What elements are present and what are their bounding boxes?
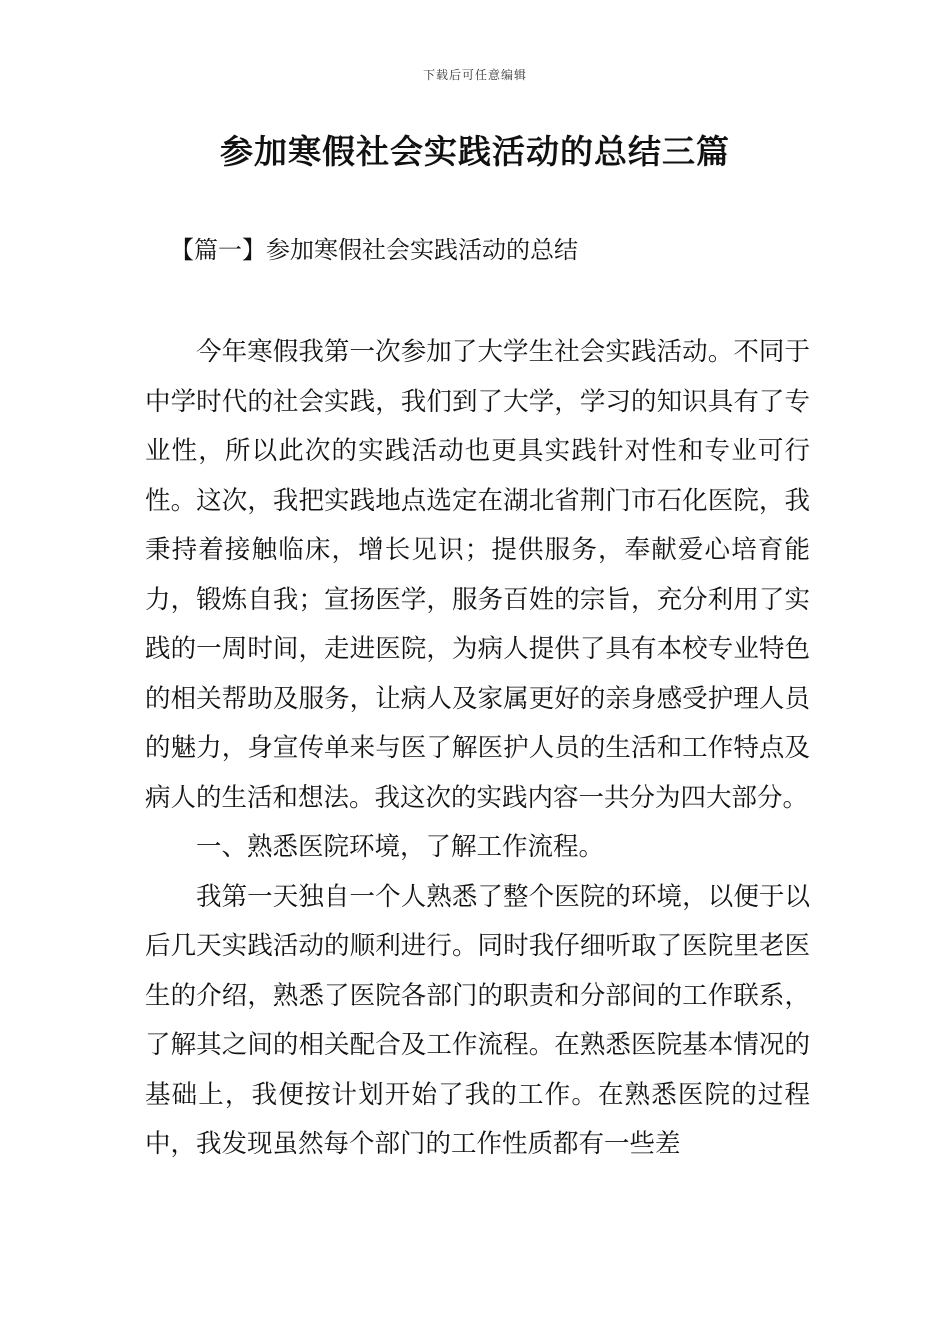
paragraph-3: 我第一天独自一个人熟悉了整个医院的环境，以便于以后几天实践活动的顺利进行。同时我仔细听取了医院里老医生的介绍，熟悉了医院各部门的职责和分部间的工作联系，了解其之间的相关配合及工作流程。在熟悉医院基本情况的基础上，我便按计划开始了我的工作。在熟悉医院的过程中，我发现虽然每个部门的工作性质都有一些差 [145, 881, 810, 1159]
paragraph-2: 一、熟悉医院环境，了解工作流程。 [196, 832, 605, 862]
paragraph-1: 今年寒假我第一次参加了大学生社会实践活动。不同于中学时代的社会实践，我们到了大学，学习的知识具有了专业性，所以此次的实践活动也更具实践针对性和专业可行性。这次，我把实践地点选定在湖北省荆门市石化医院，我秉持着接触临床，增长见识；提供服务，奉献爱心培育能力，锻炼自我；宣扬医学，服务百姓的宗旨，充分利用了实践的一周时间，走进医院，为病人提供了具有本校专业特色的相关帮助及服务，让病人及家属更好的亲身感受护理人员的魅力，身宣传单来与医了解医护人员的生活和工作特点及病人的生活和想法。我这次的实践内容一共分为四大部分。 [145, 337, 810, 813]
document-title: 参加寒假社会实践活动的总结三篇 [220, 132, 730, 171]
header-note: 下载后可任意编辑 [422, 68, 527, 82]
section-heading: 【篇一】参加寒假社会实践活动的总结 [170, 236, 578, 264]
body-text [145, 328, 810, 1170]
